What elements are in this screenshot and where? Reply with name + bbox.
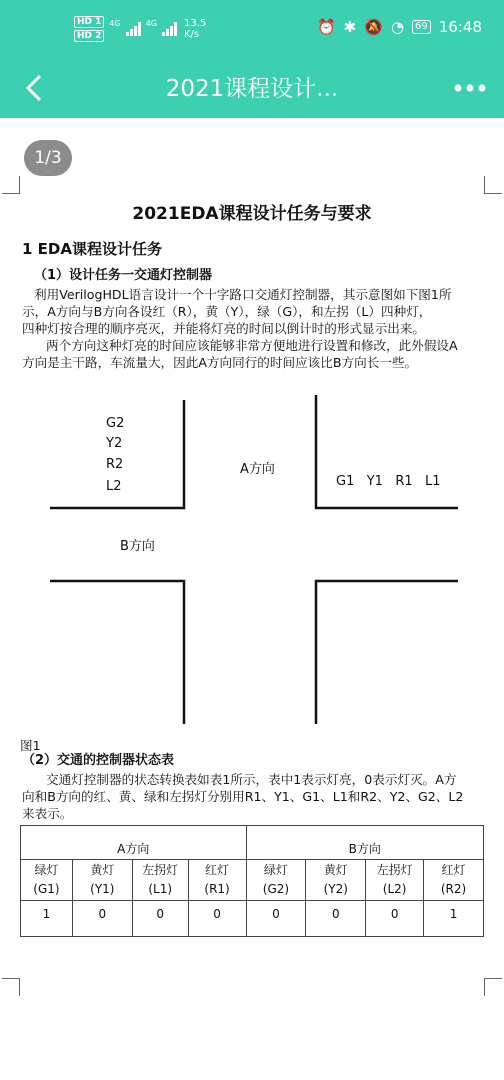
direction-a-label: A方向 — [240, 462, 275, 477]
group-a-header: A方向 — [21, 826, 247, 860]
page-corner-top-left — [2, 176, 20, 194]
header-code: (L2) — [382, 882, 407, 896]
figure-caption: 图1 — [20, 738, 41, 753]
group-b-header: B方向 — [246, 826, 484, 860]
text-line: 利用VerilogHDL语言设计一个十字路口交通灯控制器，其示意图如下图1所 — [34, 287, 452, 302]
header-g1 — [21, 860, 73, 901]
paragraph-1 — [22, 286, 484, 371]
section-heading: 1 EDA课程设计任务 — [22, 240, 162, 258]
cell-l2: 0 — [366, 901, 424, 937]
header-y1 — [72, 860, 132, 901]
header-l2 — [366, 860, 424, 901]
cell-l1: 0 — [132, 901, 188, 937]
more-options-button[interactable] — [450, 72, 490, 102]
page-corner-bottom-right — [484, 978, 502, 996]
wifi-calling-icon: ◔ — [390, 18, 405, 36]
bluetooth-icon: ✱ — [343, 18, 357, 36]
sim1-badge: HD 1 — [74, 16, 104, 28]
light-labels-a: G1 Y1 R1 L1 — [336, 474, 441, 489]
cell-y1: 0 — [72, 901, 132, 937]
text-line: 来表示。 — [22, 806, 73, 821]
table-row — [21, 901, 484, 937]
sim2-badge: HD 2 — [74, 30, 104, 42]
header-text: 黄灯 — [90, 863, 115, 877]
text-line: 向和B方向的红、黄、绿和左拐灯分别用R1、Y1、G1、L1和R2、Y2、G2、L2 — [22, 789, 464, 804]
header-code: (R2) — [440, 882, 467, 896]
direction-b-label: B方向 — [120, 539, 155, 554]
text-line: 示，A方向与B方向各设红（R），黄（Y），绿（G），和左拐（L）四种灯， — [22, 304, 432, 319]
header-text: 左拐灯 — [376, 863, 413, 877]
intersection-diagram — [20, 390, 484, 730]
app-bar — [0, 58, 504, 118]
header-text: 绿灯 — [34, 863, 59, 877]
header-text: 红灯 — [441, 863, 466, 877]
header-text: 左拐灯 — [142, 863, 179, 877]
header-g2 — [246, 860, 306, 901]
page-indicator: 1/3 — [24, 140, 72, 176]
header-code: (L1) — [148, 882, 173, 896]
table-header-row — [21, 860, 484, 901]
doc-heading: 2021EDA课程设计任务与要求 — [132, 204, 372, 224]
status-bar-right — [317, 18, 482, 36]
header-code: (Y2) — [323, 882, 348, 896]
header-l1 — [132, 860, 188, 901]
page-corner-bottom-left — [2, 978, 20, 996]
text-line: 两个方向这种灯亮的时间应该能够非常方便地进行设置和修改，此外假设A — [46, 338, 458, 353]
header-y2 — [306, 860, 366, 901]
network2-label: 4G — [145, 18, 157, 28]
alarm-icon: ⏰ — [316, 18, 336, 36]
light-label-l2: L2 — [106, 479, 122, 494]
cell-g1: 1 — [21, 901, 73, 937]
cell-y2: 0 — [306, 901, 366, 937]
status-bar — [0, 0, 504, 58]
light-label-y2: Y2 — [106, 436, 123, 451]
battery-icon: 69 — [412, 20, 431, 34]
more-horizontal-icon — [453, 83, 487, 93]
state-table — [20, 825, 484, 937]
header-r1 — [188, 860, 246, 901]
header-code: (Y1) — [90, 882, 115, 896]
signal1-icon — [126, 22, 141, 36]
light-label-g2: G2 — [106, 416, 125, 431]
table-group-row — [21, 826, 484, 860]
document-title: 2021课程设计... — [165, 76, 339, 102]
text-line: 交通灯控制器的状态转换表如表1所示，表中1表示灯亮，0表示灯灭。A方 — [46, 772, 457, 787]
road-lines — [20, 390, 484, 730]
cell-g2: 0 — [246, 901, 306, 937]
speed-unit: K/s — [184, 29, 200, 40]
page-corner-top-right — [484, 176, 502, 194]
subsection-heading: （1）设计任务一交通灯控制器 — [34, 268, 213, 283]
cell-r2: 1 — [424, 901, 484, 937]
paragraph-3 — [22, 771, 484, 822]
header-code: (G2) — [262, 882, 290, 896]
clock: 16:48 — [438, 18, 482, 36]
cell-r1: 0 — [188, 901, 246, 937]
header-r2 — [424, 860, 484, 901]
mute-icon: 🔕 — [364, 18, 383, 36]
header-code: (G1) — [33, 882, 60, 896]
speed-value: 13.5 — [184, 18, 207, 29]
network1-label: 4G — [109, 18, 121, 28]
header-text: 绿灯 — [263, 863, 288, 877]
header-code: (R1) — [204, 882, 230, 896]
header-text: 黄灯 — [323, 863, 348, 877]
signal2-icon — [162, 22, 177, 36]
sim-indicators — [74, 16, 104, 42]
text-line: 方向是主干路，车流量大，因此A方向同行的时间应该比B方向长一些。 — [22, 355, 418, 370]
light-label-r2: R2 — [106, 457, 124, 472]
status-bar-left — [74, 16, 206, 42]
subsection-heading-2: （2）交通的控制器状态表 — [22, 753, 175, 768]
text-line: 四种灯按合理的顺序亮灭，并能将灯亮的时间以倒计时的形式显示出来。 — [22, 321, 425, 336]
network-speed — [184, 18, 206, 40]
header-text: 红灯 — [205, 863, 230, 877]
